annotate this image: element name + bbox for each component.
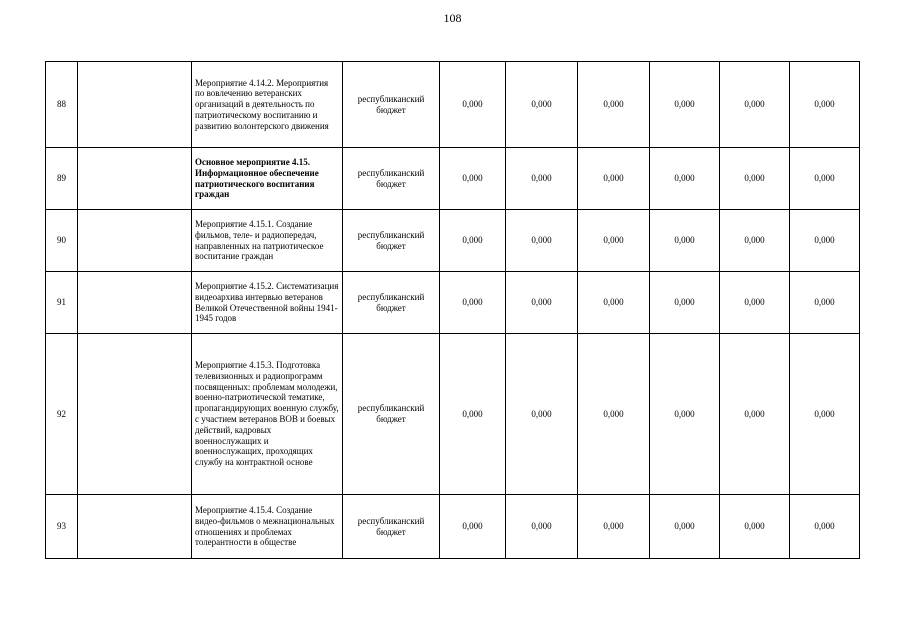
activity-name: Мероприятие 4.15.1. Создание фильмов, теле- и радиопередач, направленных на патриотическое воспитание граждан bbox=[192, 210, 343, 272]
amount-cell: 0,000 bbox=[720, 495, 790, 559]
amount-cell: 0,000 bbox=[650, 210, 720, 272]
amount-cell: 0,000 bbox=[506, 334, 578, 495]
amount-cell: 0,000 bbox=[790, 148, 860, 210]
funding-source: республиканский бюджет bbox=[343, 495, 440, 559]
budget-table bbox=[45, 61, 860, 559]
amount-cell: 0,000 bbox=[506, 495, 578, 559]
amount-cell: 0,000 bbox=[790, 334, 860, 495]
amount-cell: 0,000 bbox=[440, 334, 506, 495]
amount-cell: 0,000 bbox=[650, 272, 720, 334]
amount-cell: 0,000 bbox=[506, 210, 578, 272]
table-row bbox=[46, 495, 860, 559]
amount-cell: 0,000 bbox=[720, 334, 790, 495]
amount-cell: 0,000 bbox=[578, 210, 650, 272]
amount-cell: 0,000 bbox=[790, 62, 860, 148]
amount-cell: 0,000 bbox=[790, 210, 860, 272]
activity-name: Мероприятие 4.15.3. Подготовка телевизионных и радиопрограмм посвященных: проблемам молодежи, военно-патриотической тематике, пропагандирующих военную службу, с участием ветеранов ВОВ и боевых действий, кадровых военнослужащих и военнослужащих, проходящих службу на контрактной основе bbox=[192, 334, 343, 495]
amount-cell: 0,000 bbox=[650, 62, 720, 148]
executor-cell bbox=[78, 334, 192, 495]
amount-cell: 0,000 bbox=[650, 334, 720, 495]
amount-cell: 0,000 bbox=[650, 148, 720, 210]
executor-cell bbox=[78, 495, 192, 559]
funding-source: республиканский бюджет bbox=[343, 148, 440, 210]
amount-cell: 0,000 bbox=[506, 148, 578, 210]
amount-cell: 0,000 bbox=[650, 495, 720, 559]
table-row bbox=[46, 334, 860, 495]
amount-cell: 0,000 bbox=[790, 272, 860, 334]
executor-cell bbox=[78, 62, 192, 148]
amount-cell: 0,000 bbox=[440, 495, 506, 559]
amount-cell: 0,000 bbox=[578, 62, 650, 148]
amount-cell: 0,000 bbox=[578, 495, 650, 559]
row-number: 92 bbox=[46, 334, 78, 495]
funding-source: республиканский бюджет bbox=[343, 334, 440, 495]
funding-source: республиканский бюджет bbox=[343, 62, 440, 148]
row-number: 88 bbox=[46, 62, 78, 148]
row-number: 90 bbox=[46, 210, 78, 272]
amount-cell: 0,000 bbox=[440, 62, 506, 148]
amount-cell: 0,000 bbox=[720, 210, 790, 272]
amount-cell: 0,000 bbox=[506, 62, 578, 148]
funding-source: республиканский бюджет bbox=[343, 272, 440, 334]
executor-cell bbox=[78, 148, 192, 210]
amount-cell: 0,000 bbox=[578, 148, 650, 210]
table-body bbox=[46, 62, 860, 559]
activity-name: Мероприятие 4.14.2. Мероприятия по вовлечению ветеранских организаций в деятельность по патриотическому воспитанию и развитию волонтерского движения bbox=[192, 62, 343, 148]
amount-cell: 0,000 bbox=[506, 272, 578, 334]
funding-source: республиканский бюджет bbox=[343, 210, 440, 272]
table-row bbox=[46, 210, 860, 272]
amount-cell: 0,000 bbox=[578, 334, 650, 495]
page-number: 108 bbox=[443, 11, 462, 25]
table-row bbox=[46, 148, 860, 210]
amount-cell: 0,000 bbox=[720, 62, 790, 148]
amount-cell: 0,000 bbox=[790, 495, 860, 559]
executor-cell bbox=[78, 272, 192, 334]
row-number: 93 bbox=[46, 495, 78, 559]
row-number: 89 bbox=[46, 148, 78, 210]
activity-name: Мероприятие 4.15.4. Создание видео-фильмов о межнациональных отношениях и проблемах толерантности в обществе bbox=[192, 495, 343, 559]
row-number: 91 bbox=[46, 272, 78, 334]
amount-cell: 0,000 bbox=[440, 272, 506, 334]
amount-cell: 0,000 bbox=[440, 148, 506, 210]
amount-cell: 0,000 bbox=[720, 148, 790, 210]
activity-name: Мероприятие 4.15.2. Систематизация видеоархива интервью ветеранов Великой Отечественной войны 1941-1945 годов bbox=[192, 272, 343, 334]
executor-cell bbox=[78, 210, 192, 272]
amount-cell: 0,000 bbox=[578, 272, 650, 334]
table-row bbox=[46, 272, 860, 334]
amount-cell: 0,000 bbox=[440, 210, 506, 272]
amount-cell: 0,000 bbox=[720, 272, 790, 334]
table-row bbox=[46, 62, 860, 148]
activity-name: Основное мероприятие 4.15. Информационное обеспечение патриотического воспитания граждан bbox=[192, 148, 343, 210]
